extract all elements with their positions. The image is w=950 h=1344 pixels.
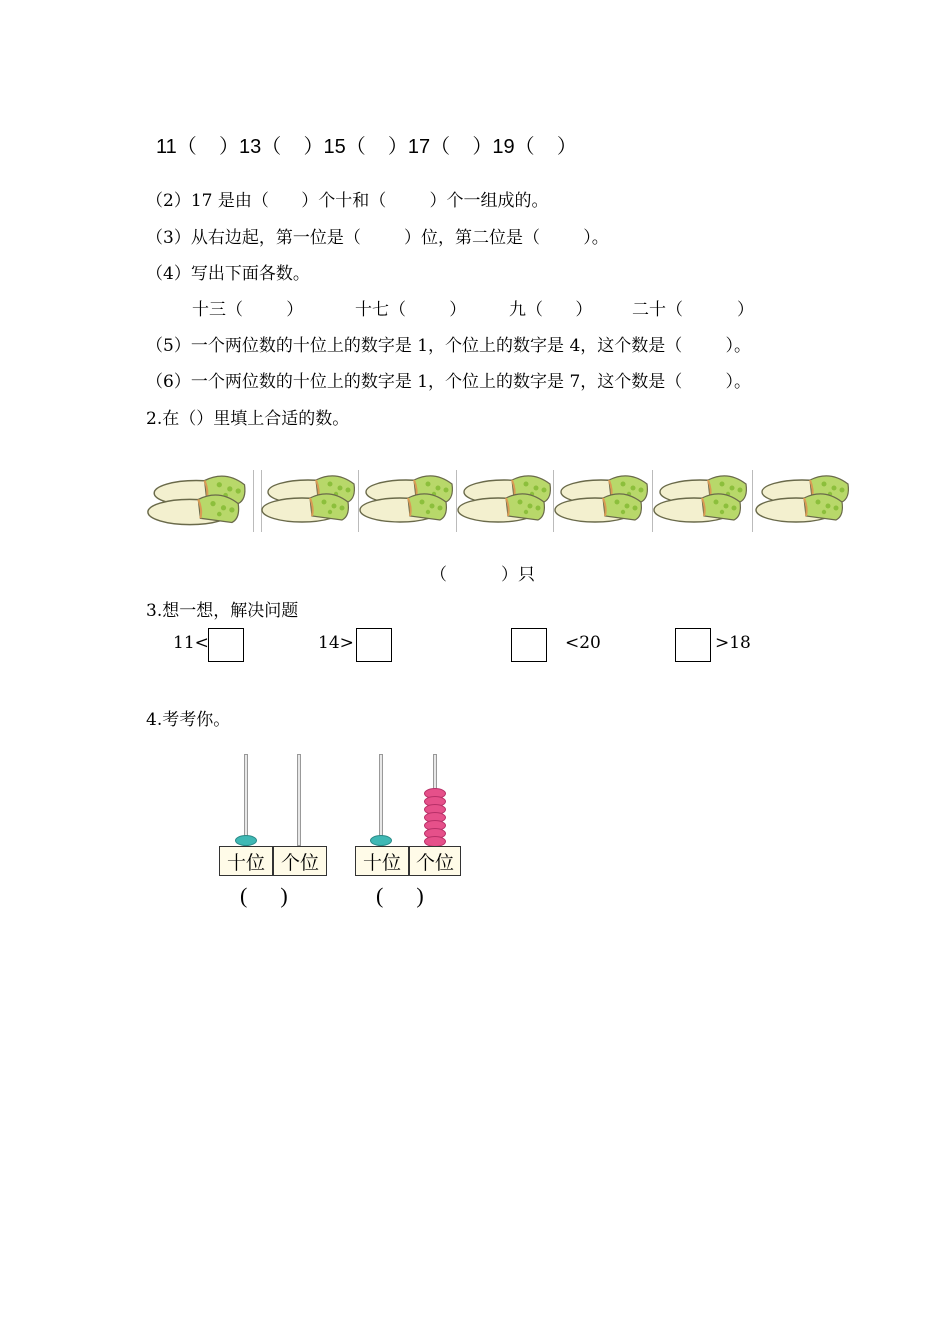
question-4-title: 4.考考你。 — [146, 710, 231, 730]
question-1-3: （3）从右边起，第一位是（ ）位，第二位是（ ）。 — [146, 228, 609, 248]
ones-label: 个位 — [409, 846, 461, 876]
slipper-count-answer: （ ）只 — [430, 565, 536, 585]
ones-label: 个位 — [273, 846, 327, 876]
tens-rod — [379, 754, 383, 846]
compare-3-box[interactable] — [511, 628, 547, 662]
number-word-13: 十三（ ） — [192, 300, 304, 320]
tens-bead — [235, 835, 257, 846]
number-sequence: 11（ ）13（ ）15（ ）17（ ）19（ ） — [156, 136, 577, 158]
compare-1-text: 11< — [173, 633, 209, 653]
question-1-5: （5）一个两位数的十位上的数字是 1，个位上的数字是 4，这个数是（ ）。 — [146, 336, 751, 356]
compare-1-box[interactable] — [208, 628, 244, 662]
question-1-4: （4）写出下面各数。 — [146, 264, 310, 284]
number-word-20: 二十（ ） — [632, 300, 755, 320]
compare-2-box[interactable] — [356, 628, 392, 662]
slipper-pairs-svg — [0, 0, 950, 560]
number-word-17: 十七（ ） — [355, 300, 467, 320]
question-2-title: 2.在（）里填上合适的数。 — [146, 409, 350, 429]
abacus-2-answer: ( ) — [376, 883, 424, 908]
tens-rod — [244, 754, 248, 846]
compare-3-text: <20 — [565, 633, 601, 653]
tens-label: 十位 — [355, 846, 409, 876]
question-3-title: 3.想一想，解决问题 — [146, 601, 299, 621]
compare-2-text: 14> — [318, 633, 354, 653]
question-1-2: （2）17 是由（ ）个十和（ ）个一组成的。 — [146, 191, 549, 211]
tens-label: 十位 — [219, 846, 273, 876]
ones-rod — [297, 754, 301, 846]
abacus-1-answer: ( ) — [240, 883, 288, 908]
tens-bead — [370, 835, 392, 846]
question-1-6: （6）一个两位数的十位上的数字是 1，个位上的数字是 7，这个数是（ ）。 — [146, 372, 751, 392]
compare-4-text: >18 — [715, 633, 751, 653]
compare-4-box[interactable] — [675, 628, 711, 662]
number-word-9: 九（ ） — [509, 300, 593, 320]
